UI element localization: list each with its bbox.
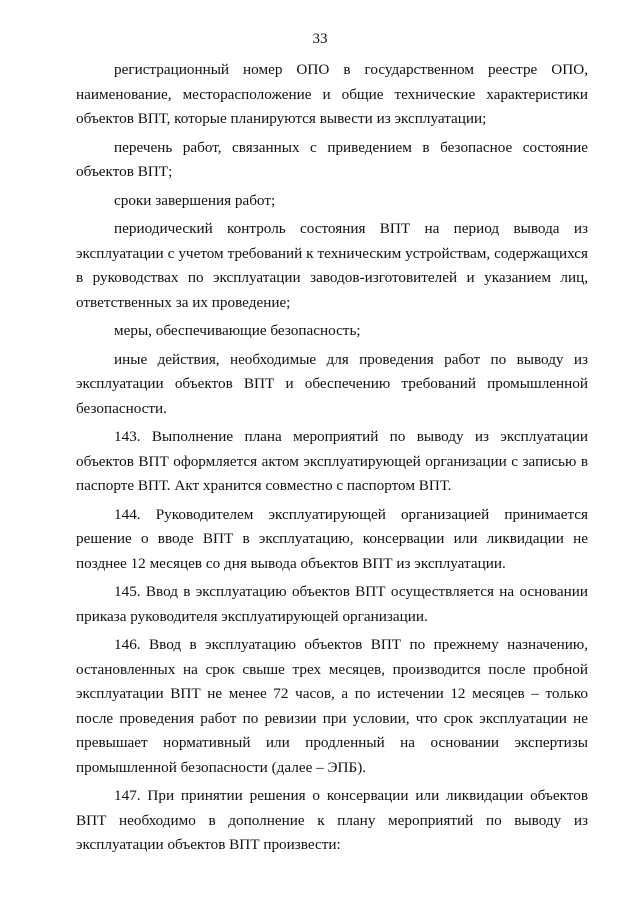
paragraph: иные действия, необходимые для проведения работ по выводу из эксплуатации объектов ВПТ и обеспечению требований промышленной безопасности. [76, 350, 588, 417]
paragraph-147: 147. При принятии решения о консервации или ликвидации объектов ВПТ необходимо в дополнение к плану мероприятий по выводу из эксплуатации объектов ВПТ произвести: [76, 787, 588, 853]
paragraph: периодический контроль состояния ВПТ на период вывода из эксплуатации с учетом требований к техническим устройствам, содержащихся в руководствах по эксплуатации заводов-изготовителей и указанием лиц, ответственных за их проведение; [76, 220, 588, 311]
paragraph: сроки завершения работ; [114, 191, 276, 209]
page-number: 33 [312, 31, 328, 47]
paragraph-145: 145. Ввод в эксплуатацию объектов ВПТ осуществляется на основании приказа руководителя эксплуатирующей организации. [76, 583, 588, 625]
paragraph-146: 146. Ввод в эксплуатацию объектов ВПТ по прежнему назначению, остановленных на срок свыше трех месяцев, производится после пробной эксплуатации ВПТ не менее 72 часов, а по истечении 12 месяцев – только после проведения работ по ревизии при условии, что срок эксплуатации не превышает нормативный или продленный на основании экспертизы промышленной безопасности (далее – ЭПБ). [76, 636, 588, 776]
paragraph-143: 143. Выполнение плана мероприятий по выводу из эксплуатации объектов ВПТ оформляется актом эксплуатирующей организации с записью в паспорте ВПТ. Акт хранится совместно с паспортом ВПТ. [76, 428, 588, 494]
paragraph: перечень работ, связанных с приведением в безопасное состояние объектов ВПТ; [76, 138, 588, 180]
paragraph: регистрационный номер ОПО в государственном реестре ОПО, наименование, месторасположение и общие технические характеристики объектов ВПТ, которые планируются вывести из эксплуатации; [76, 61, 588, 127]
paragraph: меры, обеспечивающие безопасность; [114, 322, 361, 339]
paragraph-144: 144. Руководителем эксплуатирующей организацией принимается решение о вводе ВПТ в эксплуатацию, консервации или ликвидации не позднее 12 месяцев со дня вывода объектов ВПТ из эксплуатации. [76, 505, 588, 572]
page-body [76, 58, 588, 862]
